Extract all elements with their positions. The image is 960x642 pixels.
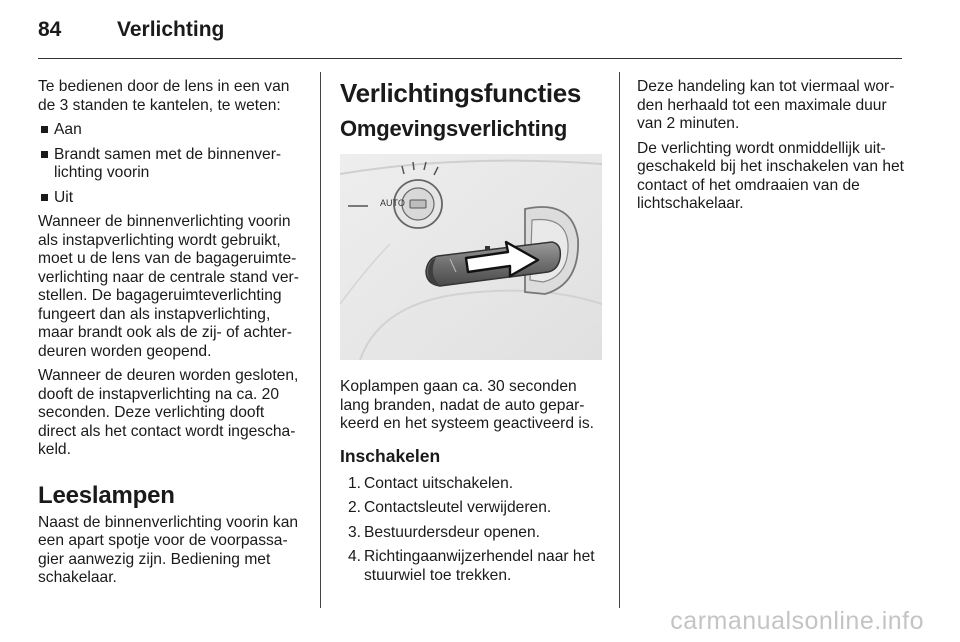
page-number: 84: [38, 18, 62, 41]
column-3: [637, 78, 905, 220]
list-item: 4. Richtingaanwijzerhendel naar het stuurwiel toe trekken.: [348, 548, 595, 584]
body-paragraph: De verlichting wordt onmiddellijk uit-geschakeld bij het inschakelen van het contact of het omdraaien van de lichtschakelaar.: [637, 139, 905, 212]
list-item: 3. Bestuurdersdeur openen.: [348, 523, 540, 541]
bullet-square-icon: [41, 151, 48, 158]
lever-illustration: [340, 154, 602, 360]
list-item: Brandt samen met de binnenver-lichting voorin: [38, 146, 306, 183]
watermark: carmanualsonline.info: [670, 607, 924, 635]
column-2: [340, 78, 608, 591]
section-heading-leeslampen: Leeslampen: [38, 481, 175, 509]
column-divider-right: [619, 72, 620, 608]
body-paragraph: Koplampen gaan ca. 30 seconden lang branden, nadat de auto gepar-keerd en het systeem geactiveerd is.: [340, 378, 594, 432]
header-rule: [38, 58, 902, 59]
headlight-lever-icon: [340, 154, 602, 360]
bullet-square-icon: [41, 126, 48, 133]
body-paragraph: Wanneer de deuren worden gesloten, dooft de instapverlichting na ca. 20 seconden. Deze verlichting dooft direct als het contact wordt ingescha-keld.: [38, 367, 299, 458]
list-item: 1. Contact uitschakelen.: [348, 474, 514, 492]
column-1: [38, 78, 306, 594]
section-heading-main: Verlichtingsfuncties: [340, 78, 582, 108]
body-paragraph: Naast de binnenverlichting voorin kan een apart spotje voor de voorpassa-gier aanwezig zijn. Bediening met schakelaar.: [38, 513, 299, 586]
intro-paragraph: Te bedienen door de lens in een van de 3 standen te kantelen, te weten:: [38, 78, 290, 114]
body-paragraph: Deze handeling kan tot viermaal wor-den herhaald tot een maximale duur van 2 minuten.: [637, 78, 895, 132]
list-item: Uit: [38, 189, 306, 208]
figure-label: AUTO: [380, 198, 405, 208]
bullet-square-icon: [41, 194, 48, 201]
body-paragraph: Wanneer de binnenverlichting voorin als instapverlichting wordt gebruikt, moet u de lens van de bagageruimte-verlichting naar de centrale stand ver-stellen. De bagageruimteverlichting fungeert dan als instapverlichting, maar brandt ook als de zij- of achter-deuren worden geopend.: [38, 213, 299, 360]
steps-list: [340, 475, 608, 586]
list-item: 2. Contactsleutel verwijderen.: [348, 499, 552, 516]
position-list: [38, 121, 306, 207]
list-item: Aan: [38, 121, 306, 140]
subsection-heading: Omgevingsverlichting: [340, 116, 568, 141]
page-title: Verlichting: [117, 18, 225, 41]
section-heading-inschakelen: Inschakelen: [340, 445, 441, 466]
column-divider-left: [320, 72, 321, 608]
